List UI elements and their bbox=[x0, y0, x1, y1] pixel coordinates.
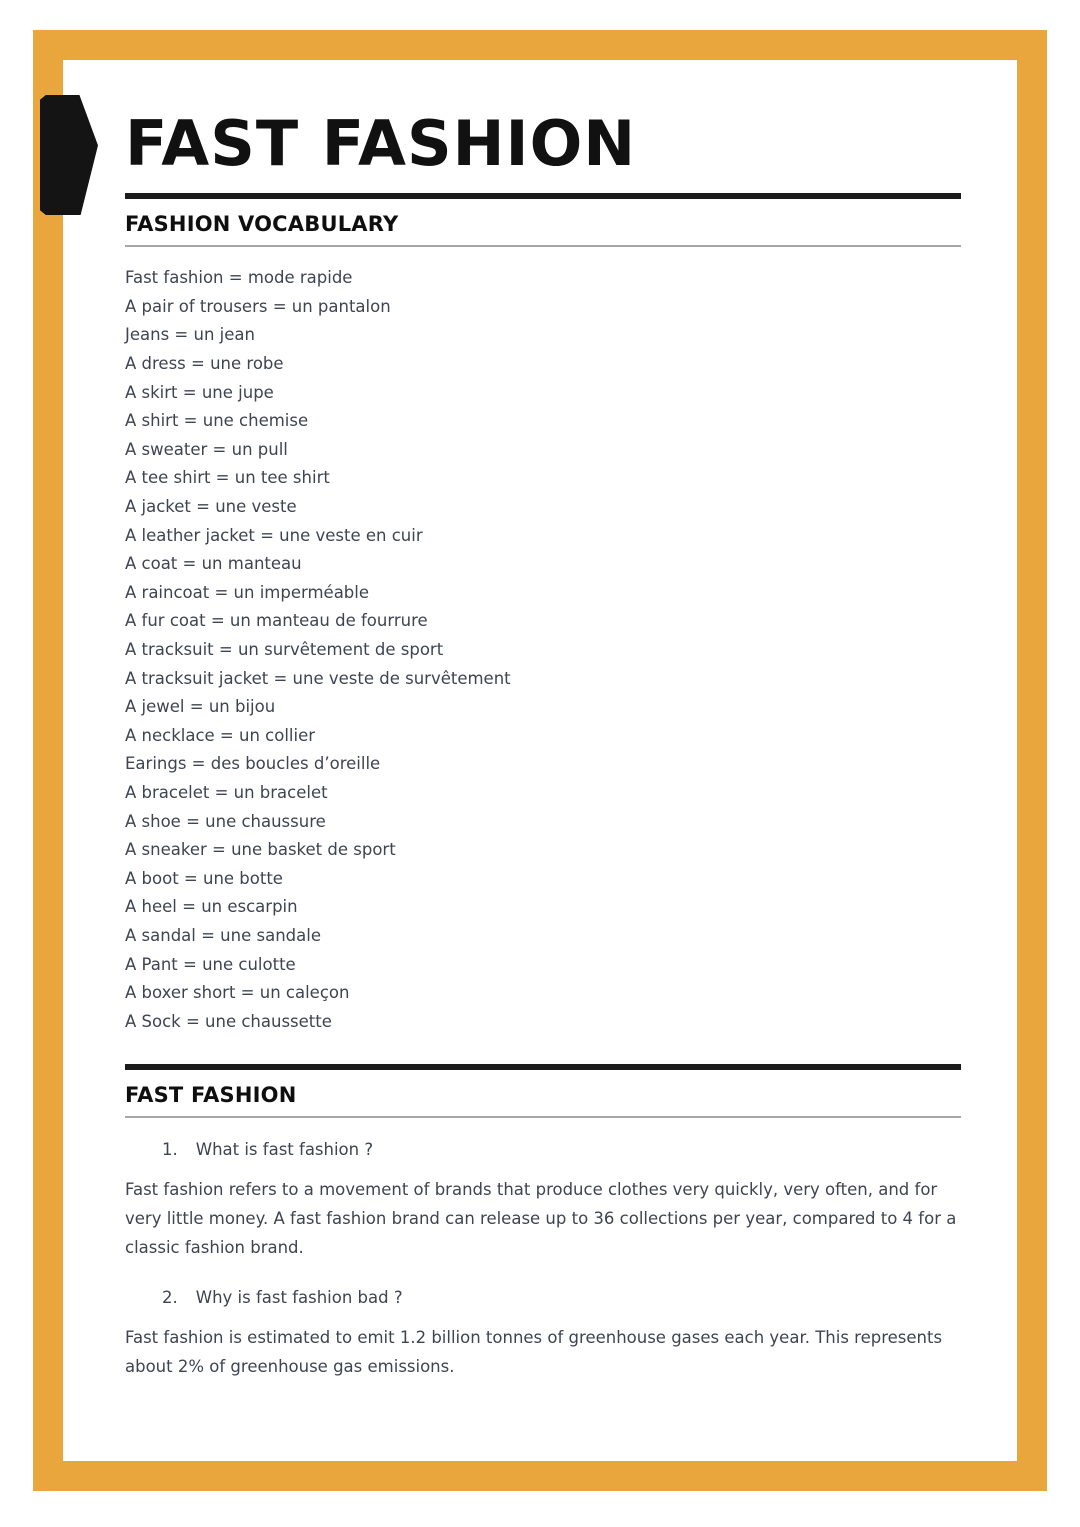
vocab-item: A boot = une botte bbox=[125, 868, 283, 888]
vocabulary-list bbox=[125, 264, 961, 1036]
vocab-item: A Sock = une chaussette bbox=[125, 1011, 332, 1031]
vocab-item: A shirt = une chemise bbox=[125, 411, 309, 431]
page-content bbox=[125, 58, 961, 1407]
vocab-item: A Pant = une culotte bbox=[125, 954, 296, 974]
vocab-item: A bracelet = un bracelet bbox=[125, 782, 328, 802]
vocab-item: A tee shirt = un tee shirt bbox=[125, 468, 330, 488]
vocab-item: A dress = une robe bbox=[125, 354, 284, 374]
question-row bbox=[162, 1288, 961, 1307]
vocab-item: A necklace = un collier bbox=[125, 725, 316, 745]
vocab-item: A fur coat = un manteau de fourrure bbox=[125, 611, 428, 631]
vocab-item: A skirt = une jupe bbox=[125, 382, 274, 402]
vocab-item: A shoe = une chaussure bbox=[125, 811, 326, 831]
vocab-item: A sandal = une sandale bbox=[125, 925, 321, 945]
vocabulary-heading-underline bbox=[125, 245, 961, 247]
vocab-item: Earings = des boucles d’oreille bbox=[125, 754, 381, 774]
vocab-item: A raincoat = un imperméable bbox=[125, 582, 370, 602]
vocab-item: A coat = un manteau bbox=[125, 554, 302, 574]
vocab-item: A tracksuit jacket = une veste de survêtement bbox=[125, 668, 511, 688]
questions-container bbox=[125, 1140, 961, 1381]
question-row bbox=[162, 1140, 961, 1159]
vocab-item: A heel = un escarpin bbox=[125, 897, 298, 917]
fast-fashion-section bbox=[125, 1083, 961, 1381]
vocabulary-heading: FASHION VOCABULARY bbox=[125, 212, 399, 237]
vocab-item: A sneaker = une basket de sport bbox=[125, 840, 396, 860]
vocab-item: Jeans = un jean bbox=[125, 325, 255, 345]
answer-paragraph: Fast fashion refers to a movement of brands that produce clothes very quickly, very often, and for very little money. A fast fashion brand can release up to 36 collections per year, compared to 4 for a classic fashion brand. bbox=[125, 1180, 957, 1258]
vocab-item: A jacket = une veste bbox=[125, 497, 297, 517]
section-divider bbox=[125, 1064, 961, 1070]
vocab-item: A tracksuit = un survêtement de sport bbox=[125, 640, 444, 660]
vocab-item: A boxer short = un caleçon bbox=[125, 983, 350, 1003]
question-number: 2. bbox=[162, 1288, 178, 1308]
vocab-item: A leather jacket = une veste en cuir bbox=[125, 525, 423, 545]
question-number: 1. bbox=[162, 1140, 178, 1160]
answer-paragraph: Fast fashion is estimated to emit 1.2 billion tonnes of greenhouse gases each year. This represents about 2% of greenhouse gas emissions. bbox=[125, 1328, 943, 1377]
title-divider bbox=[125, 193, 961, 199]
vocab-item: Fast fashion = mode rapide bbox=[125, 268, 353, 288]
vocab-item: A sweater = un pull bbox=[125, 439, 288, 459]
question-text: What is fast fashion ? bbox=[195, 1140, 374, 1160]
vocab-item: A jewel = un bijou bbox=[125, 697, 276, 717]
page-title: FAST FASHION bbox=[125, 107, 637, 180]
question-text: Why is fast fashion bad ? bbox=[195, 1288, 403, 1308]
vocab-item: A pair of trousers = un pantalon bbox=[125, 296, 391, 316]
fast-fashion-heading-underline bbox=[125, 1116, 961, 1118]
vocabulary-section bbox=[125, 212, 961, 1036]
fast-fashion-heading: FAST FASHION bbox=[125, 1083, 297, 1108]
